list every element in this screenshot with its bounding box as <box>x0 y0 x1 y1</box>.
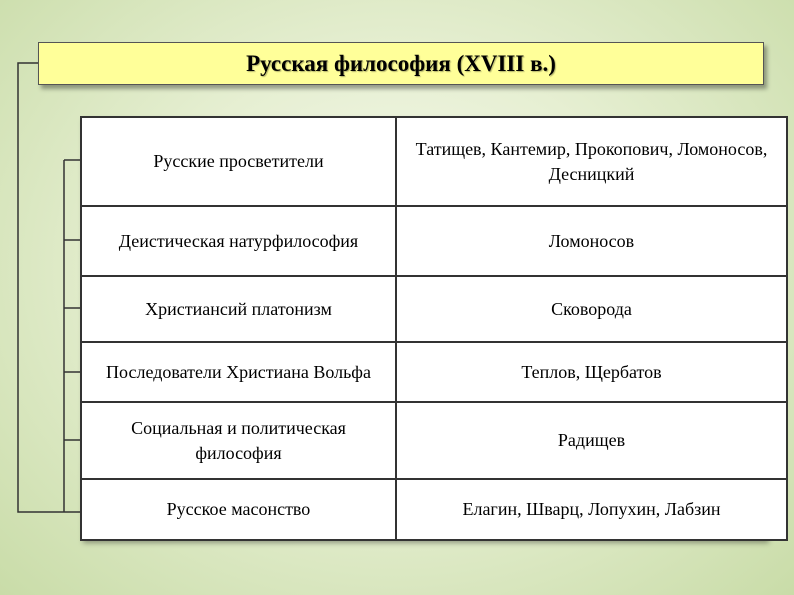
table-row <box>81 479 787 540</box>
direction-cell: Русские просветители <box>81 117 396 206</box>
representatives-cell: Сковорода <box>396 276 787 342</box>
page-title: Русская философия (XVIII в.) <box>246 50 556 76</box>
direction-cell: Христиансий платонизм <box>81 276 396 342</box>
table-row <box>81 276 787 342</box>
direction-cell: Социальная и политическая философия <box>81 402 396 479</box>
representatives-cell: Татищев, Кантемир, Прокопович, Ломоносов, Десницкий <box>396 117 787 206</box>
table-row <box>81 117 787 206</box>
representatives-cell: Елагин, Шварц, Лопухин, Лабзин <box>396 479 787 540</box>
table-row <box>81 342 787 402</box>
direction-cell: Русское масонство <box>81 479 396 540</box>
direction-cell: Последователи Христиана Вольфа <box>81 342 396 402</box>
representatives-cell: Ломоносов <box>396 206 787 276</box>
direction-cell: Деистическая натурфилософия <box>81 206 396 276</box>
representatives-cell: Радищев <box>396 402 787 479</box>
representatives-cell: Теплов, Щербатов <box>396 342 787 402</box>
table-row <box>81 206 787 276</box>
philosophy-table <box>80 116 766 539</box>
table-row <box>81 402 787 479</box>
title-box <box>38 42 764 85</box>
